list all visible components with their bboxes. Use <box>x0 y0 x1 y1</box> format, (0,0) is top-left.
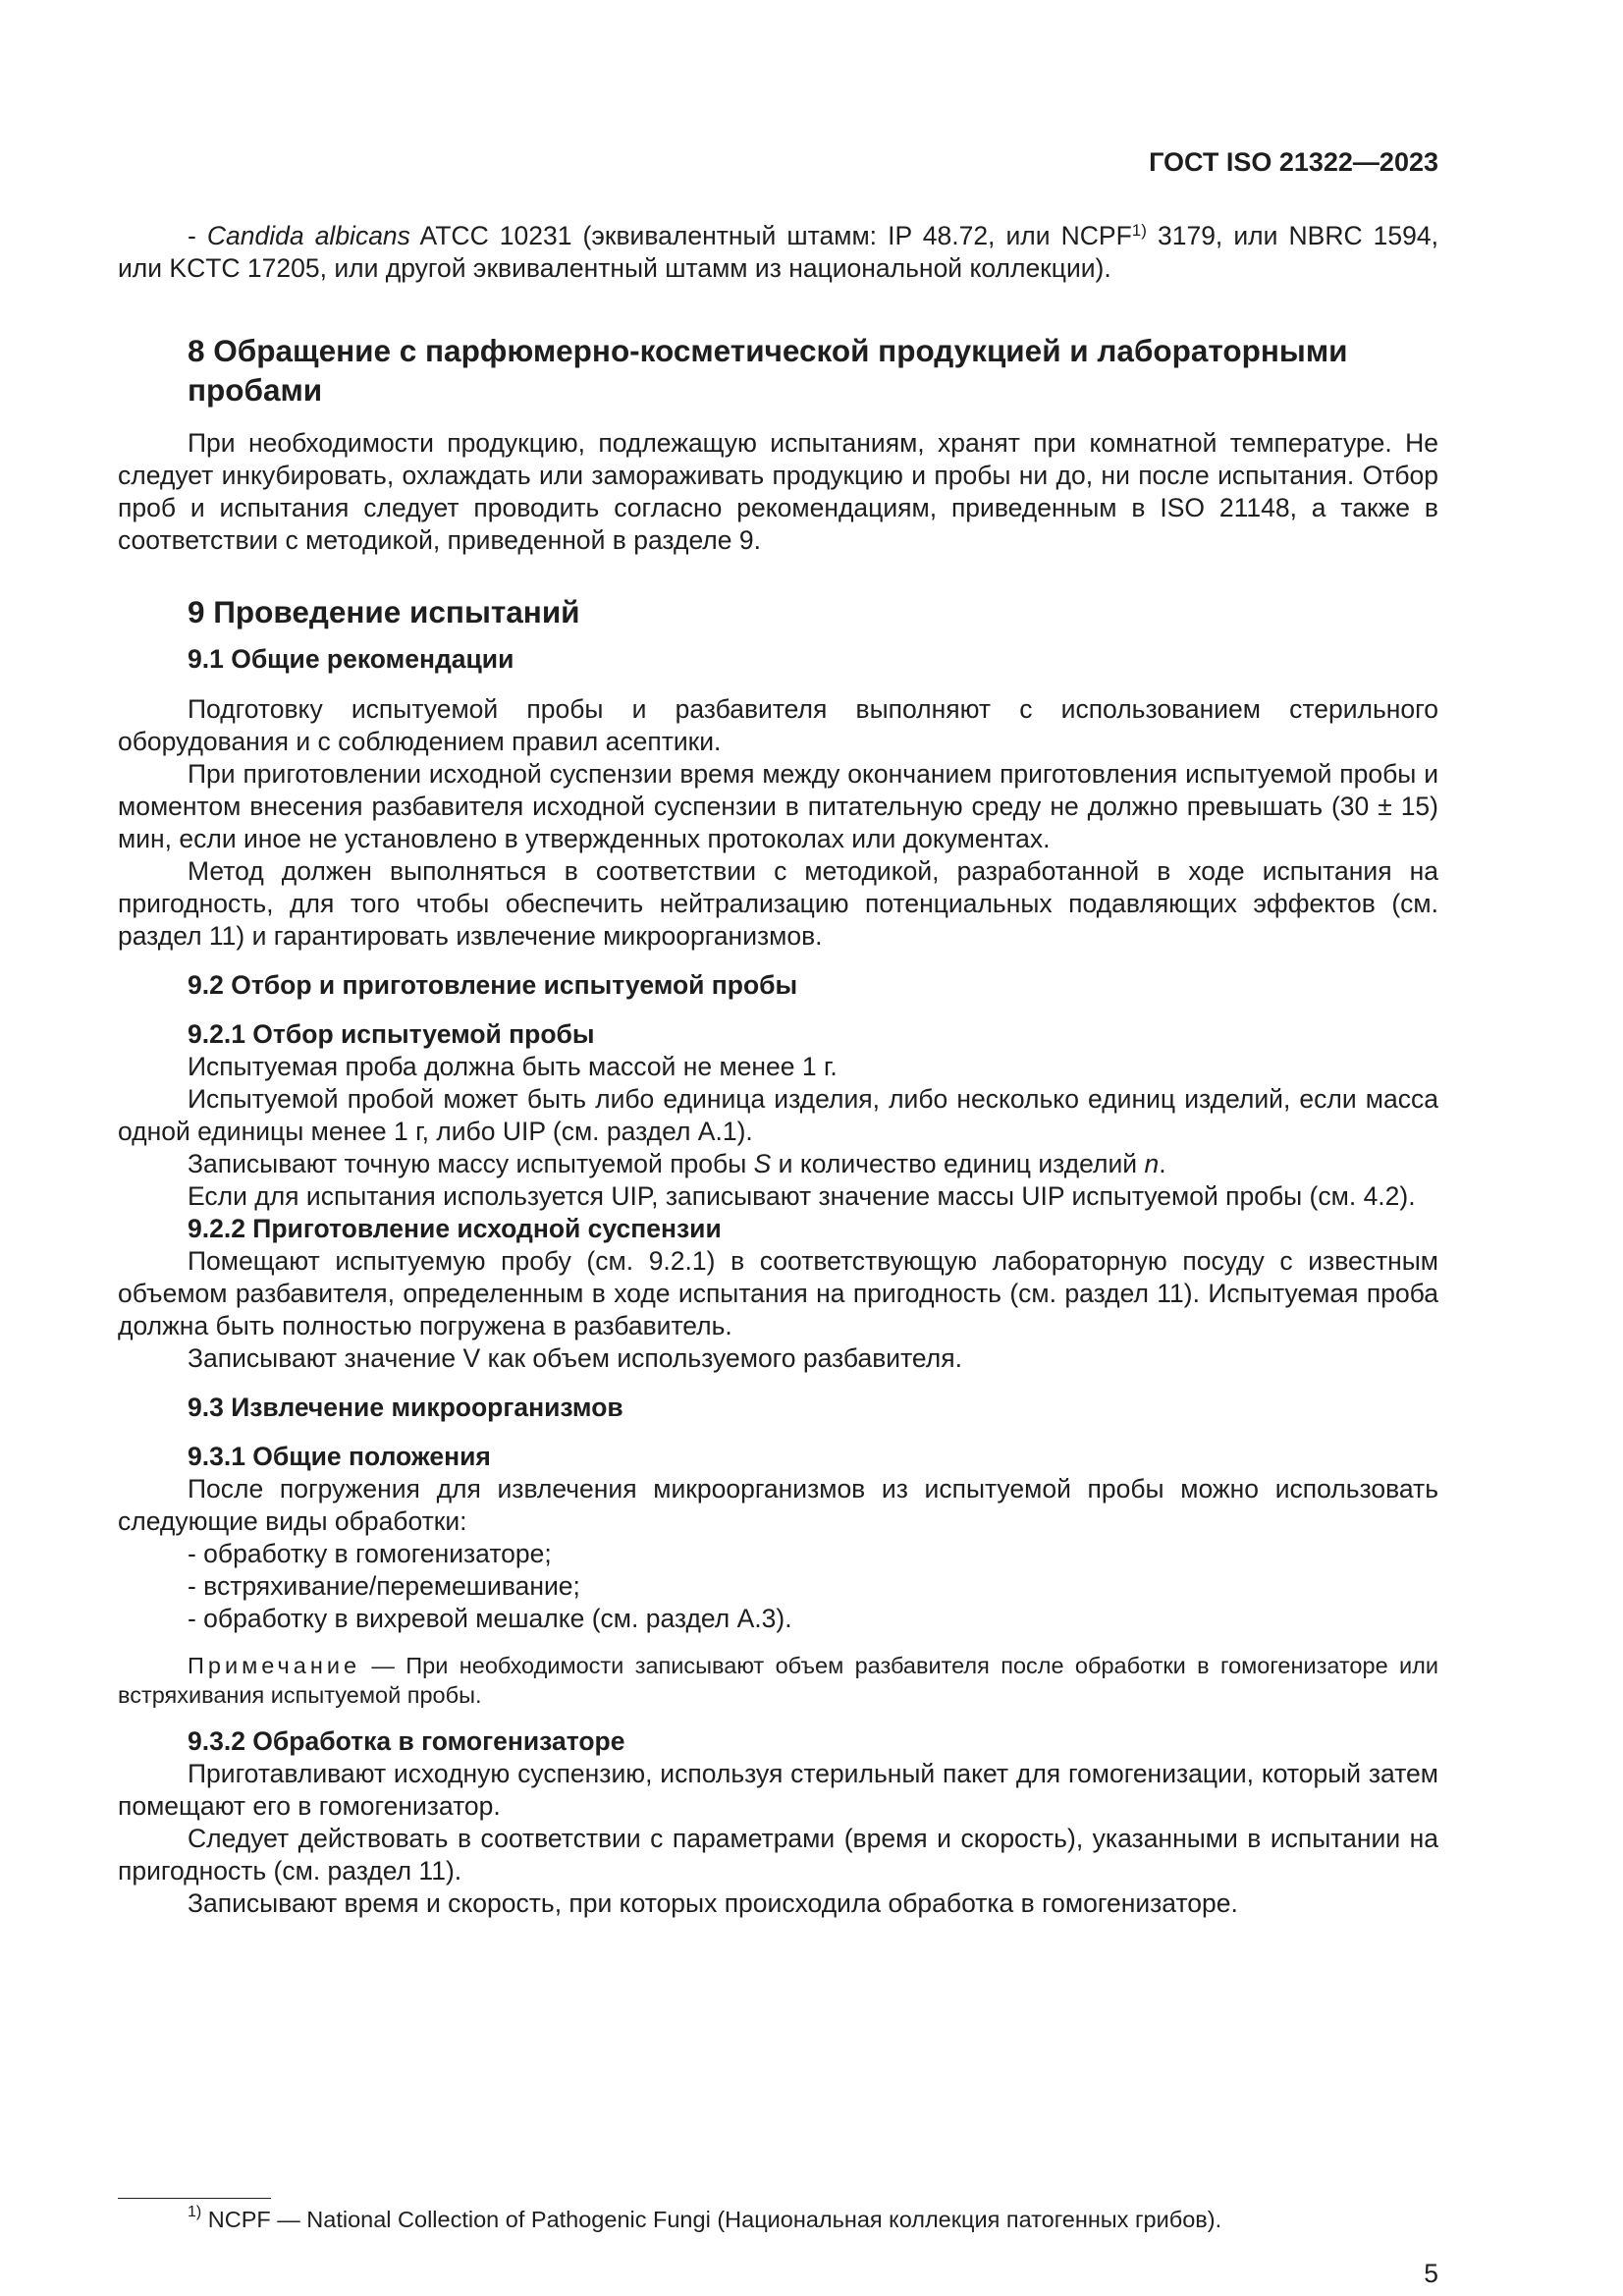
section-9-heading: 9 Проведение испытаний <box>188 594 580 629</box>
strain-text-after: 3179, или NBRC 1594, или KCTC 17205, или другой эквивалентный штамм из национальной коллекции). <box>118 221 1438 283</box>
text-run: и количество единиц изделий <box>771 1149 1145 1178</box>
section-9-3-1-heading: 9.3.1 Общие положения <box>188 1442 491 1471</box>
section-9-1-paragraph-1: Подготовку испытуемой пробы и разбавителя выполняют с использованием стерильного оборудования и с соблюдением правил асептики. <box>118 694 1438 756</box>
section-9-2-2-heading: 9.2.2 Приготовление исходной суспензии <box>188 1214 722 1243</box>
section-9-3-2-heading: 9.3.2 Обработка в гомогенизаторе <box>188 1726 625 1756</box>
section-9-3-heading: 9.3 Извлечение микроорганизмов <box>188 1393 623 1422</box>
strain-species: Candida albicans <box>206 221 410 250</box>
section-9-2-1-paragraph-4: Если для испытания используется UIP, записывают значение массы UIP испытуемой пробы (см. 4.2). <box>188 1181 1416 1211</box>
document-header: ГОСТ ISO 21322—2023 <box>1149 147 1438 177</box>
list-item: - встряхивание/перемешивание; <box>188 1571 580 1601</box>
strain-item <box>118 220 1438 285</box>
footnote-text: NCPF — National Collection of Pathogenic Fungi (Национальная коллекция патогенных грибов). <box>201 2207 1222 2232</box>
section-9-1-paragraph-2: При приготовлении исходной суспензии время между окончанием приготовления испытуемой пробы и моментом внесения разбавителя исходной суспензии в питательную среду не должно превышать (30 ± 15) мин, если иное не установлено в утвержденных протоколах или документах. <box>118 759 1438 853</box>
section-9-3-2-paragraph-3: Записывают время и скорость, при которых происходила обработка в гомогенизаторе. <box>188 1888 1238 1918</box>
footnote <box>188 2204 1222 2233</box>
note <box>118 1651 1438 1710</box>
text-run: Записывают точную массу испытуемой пробы <box>188 1149 754 1178</box>
symbol-mass: S <box>753 1149 772 1178</box>
list-item: - обработку в гомогенизаторе; <box>188 1539 552 1568</box>
section-9-2-1-paragraph-3 <box>118 1148 1438 1180</box>
section-9-3-2-paragraph-2: Следует действовать в соответствии с параметрами (время и скорость), указанными в испытании на пригодность (см. раздел 11). <box>118 1824 1438 1886</box>
text-run: . <box>1159 1149 1166 1178</box>
symbol-count: n <box>1144 1149 1160 1178</box>
strain-text-before: ATCC 10231 (эквивалентный штамм: IP 48.72, или NCPF <box>419 221 1132 250</box>
section-9-1-paragraph-3: Метод должен выполняться в соответствии с методикой, разработанной в ходе испытания на пригодность, для того чтобы обеспечить нейтрализацию потенциальных подавляющих эффектов (см. раздел 11) и гарантировать извлечение микроорганизмов. <box>118 856 1438 951</box>
strain-dash: - <box>188 221 196 250</box>
list-item: - обработку в вихревой мешалке (см. раздел А.3). <box>188 1604 792 1633</box>
section-9-2-1-heading: 9.2.1 Отбор испытуемой пробы <box>188 1019 595 1049</box>
note-label: Примечание <box>188 1653 361 1678</box>
section-9-2-1-paragraph-1: Испытуемая проба должна быть массой не менее 1 г. <box>188 1052 838 1081</box>
note-text: — При необходимости записывают объем разбавителя после обработки в гомогенизаторе или встряхивания испытуемой пробы. <box>118 1653 1438 1708</box>
section-9-2-2-paragraph-2: Записывают значение V как объем используемого разбавителя. <box>188 1343 962 1373</box>
section-9-2-1-paragraph-2: Испытуемой пробой может быть либо единица изделия, либо несколько единиц изделий, если масса одной единицы менее 1 г, либо UIP (см. раздел А.1). <box>118 1084 1438 1146</box>
section-8-heading: 8 Обращение с парфюмерно-косметической продукцией и лабораторными пробами <box>188 333 1348 408</box>
section-9-2-heading: 9.2 Отбор и приготовление испытуемой пробы <box>188 970 798 1000</box>
footnote-separator <box>118 2198 271 2199</box>
page-content <box>118 220 1438 1920</box>
section-8-paragraph: При необходимости продукцию, подлежащую испытаниям, хранят при комнатной температуре. Не следует инкубировать, охлаждать или замораживать продукцию и пробы ни до, ни после испытания. Отбор проб и испытания следует проводить согласно рекомендациям, приведенным в ISO 21148, а также в соответствии с методикой, приведенной в разделе 9. <box>118 428 1438 555</box>
section-9-3-1-paragraph: После погружения для извлечения микроорганизмов из испытуемой пробы можно использовать следующие виды обработки: <box>118 1474 1438 1536</box>
footnote-ref: 1) <box>1131 221 1147 240</box>
section-9-2-2-paragraph-1: Помещают испытуемую пробу (см. 9.2.1) в соответствующую лабораторную посуду с известным объемом разбавителя, определенным в ходе испытания на пригодность (см. раздел 11). Испытуемая проба должна быть полностью погружена в разбавитель. <box>118 1246 1438 1340</box>
section-9-3-2-paragraph-1: Приготавливают исходную суспензию, используя стерильный пакет для гомогенизации, который затем помещают его в гомогенизатор. <box>118 1759 1438 1821</box>
footnote-mark: 1) <box>188 2204 202 2220</box>
page-number: 5 <box>1424 2259 1438 2288</box>
section-9-1-heading: 9.1 Общие рекомендации <box>188 644 514 674</box>
